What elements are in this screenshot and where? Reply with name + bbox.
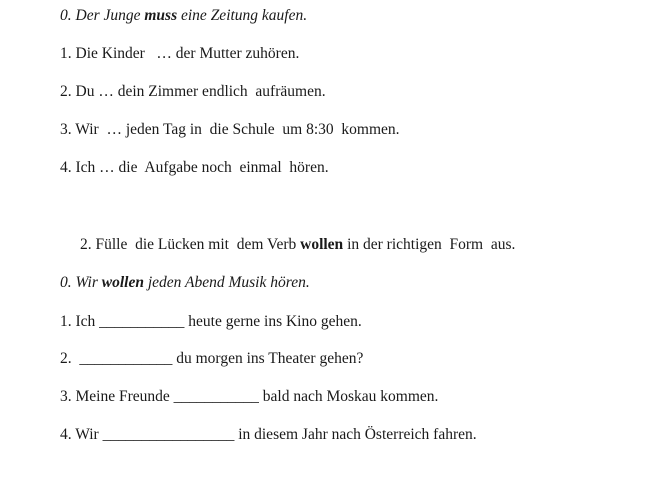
example-verb: muss xyxy=(144,7,178,24)
exercise-item: 3. Wir … jeden Tag in die Schule um 8:30 kommen. xyxy=(60,121,400,138)
exercise-item: 2. ____________ du morgen ins Theater gehen? xyxy=(60,350,364,367)
exercise-heading: 2. Fülle die Lücken mit dem Verb wollen in der richtigen Form aus. xyxy=(80,236,516,253)
example-sentence-1: 0. Der Junge muss eine Zeitung kaufen. xyxy=(60,7,308,24)
exercise-item: 4. Ich … die Aufgabe noch einmal hören. xyxy=(60,159,329,176)
exercise-item: 2. Du … dein Zimmer endlich aufräumen. xyxy=(60,83,326,100)
heading-verb: wollen xyxy=(300,236,344,253)
exercise-item: 4. Wir _________________ in diesem Jahr nach Österreich fahren. xyxy=(60,426,477,443)
example-verb: wollen xyxy=(101,274,144,291)
exercise-item: 1. Ich ___________ heute gerne ins Kino gehen. xyxy=(60,313,362,330)
example-sentence-2: 0. Wir wollen jeden Abend Musik hören. xyxy=(60,274,310,291)
exercise-item: 1. Die Kinder … der Mutter zuhören. xyxy=(60,45,300,62)
exercise-item: 3. Meine Freunde ___________ bald nach Moskau kommen. xyxy=(60,388,439,405)
